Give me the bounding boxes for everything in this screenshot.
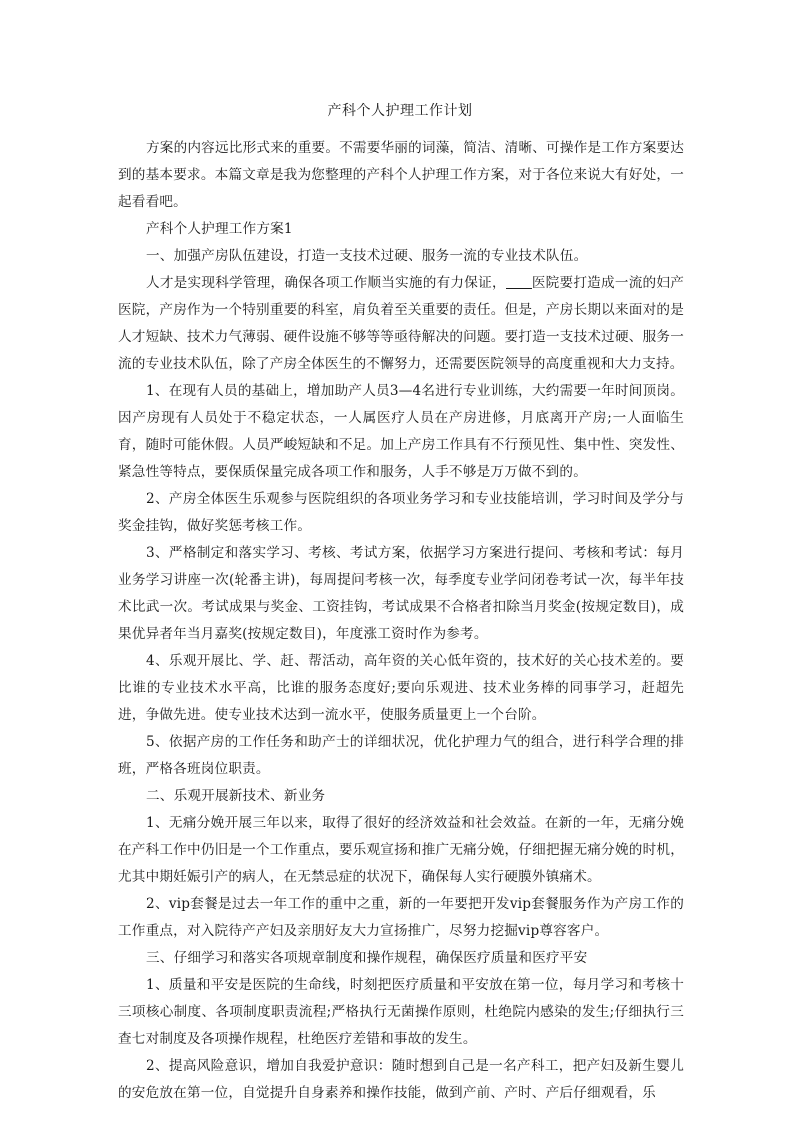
section-heading-2: 二、乐观开展新技术、新业务 [146, 788, 326, 804]
paragraph-item-1: 1、在现有人员的基础上，增加助产人员3—4名进行专业训练，大约需要一年时间顶岗。因产房现有人员处于不稳定状态，一人属医疗人员在产房进修，月底离开产房;一人面临生育，随时可能休假。人员严峻短缺和不足。加上产房工作具有不行预见性、集中性、突发性、紧急性等特点，要保质保量完成各项工作和服务，人手不够是万万做不到的。 [118, 383, 684, 480]
paragraph-talent-part2: 医院要打造成一流的妇产医院，产房作为一个特别重要的科室，肩负着至关重要的责任。但是，产房长期以来面对的是人才短缺、技术力气薄弱、硬件设施不够等等亟待解决的问题。要打造一支技术过硬、服务一流的专业技术队伍，除了产房全体医生的不懈努力，还需要医院领导的高度重视和大力支持。 [118, 275, 684, 372]
paragraph-item-5: 5、依据产房的工作任务和助产士的详细状况，优化护理力气的组合，进行科学合理的排班，严格各班岗位职责。 [118, 734, 684, 777]
section-heading-3: 三、仔细学习和落实各项规章制度和操作规程，确保医疗质量和医疗平安 [146, 950, 588, 966]
paragraph-item-3: 3、严格制定和落实学习、考核、考试方案，依据学习方案进行提问、考核和考试：每月业务学习讲座一次(轮番主讲)，每周提问考核一次，每季度专业学问闭卷考试一次，每半年技术比武一次。考试成果与奖金、工资挂钩，考试成果不合格者扣除当月奖金(按规定数目)，成果优异者年当月嘉奖(按规定数目)，年度涨工资时作为参考。 [118, 545, 684, 642]
paragraph-intro: 方案的内容远比形式来的重要。不需要华丽的词藻，简洁、清晰、可操作是工作方案要达到的基本要求。本篇文章是我为您整理的产科个人护理工作方案，对于各位来说大有好处，一起看看吧。 [118, 140, 684, 210]
paragraph-plan-heading: 产科个人护理工作方案1 [146, 221, 293, 237]
paragraph-talent [118, 270, 684, 378]
paragraph-quality-safety: 1、质量和平安是医院的生命线，时刻把医疗质量和平安放在第一位，每月学习和考核十三项核心制度、各项制度职责流程;严格执行无菌操作原则，杜绝院内感染的发生;仔细执行三查七对制度及各项操作规程，杜绝医疗差错和事故的发生。 [118, 977, 684, 1047]
fill-in-blank [506, 274, 532, 289]
paragraph-item-4: 4、乐观开展比、学、赶、帮活动，高年资的关心低年资的，技术好的关心技术差的。要比谁的专业技术水平高，比谁的服务态度好;要向乐观进、技术业务棒的同事学习，赶超先进，争做先进。使专业技术达到一流水平，使服务质量更上一个台阶。 [118, 653, 684, 723]
document-title: 产科个人护理工作计划 [327, 103, 473, 119]
paragraph-painless-delivery: 1、无痛分娩开展三年以来，取得了很好的经济效益和社会效益。在新的一年，无痛分娩在产科工作中仍旧是一个工作重点，要乐观宣扬和推广无痛分娩，仔细把握无痛分娩的时机，尤其中期妊娠引产的病人，在无禁忌症的状况下，确保每人实行硬膜外镇痛术。 [118, 815, 684, 885]
paragraph-vip-package: 2、vip套餐是过去一年工作的重中之重，新的一年要把开发vip套餐服务作为产房工作的工作重点，对入院待产产妇及亲朋好友大力宣扬推广，尽努力挖掘vip尊容客户。 [118, 896, 684, 939]
document-body [118, 135, 684, 1107]
section-heading-1: 一、加强产房队伍建设，打造一支技术过硬、服务一流的专业技术队伍。 [146, 248, 588, 264]
paragraph-item-2: 2、产房全体医生乐观参与医院组织的各项业务学习和专业技能培训，学习时间及学分与奖金挂钩，做好奖惩考核工作。 [118, 491, 684, 534]
paragraph-talent-part1: 人才是实现科学管理，确保各项工作顺当实施的有力保证， [146, 275, 506, 291]
paragraph-risk-awareness: 2、提高风险意识，增加自我爱护意识：随时想到自己是一名产科工，把产妇及新生婴儿的安危放在第一位，自觉提升自身素养和操作技能，做到产前、产时、产后仔细观看，乐 [118, 1058, 684, 1101]
